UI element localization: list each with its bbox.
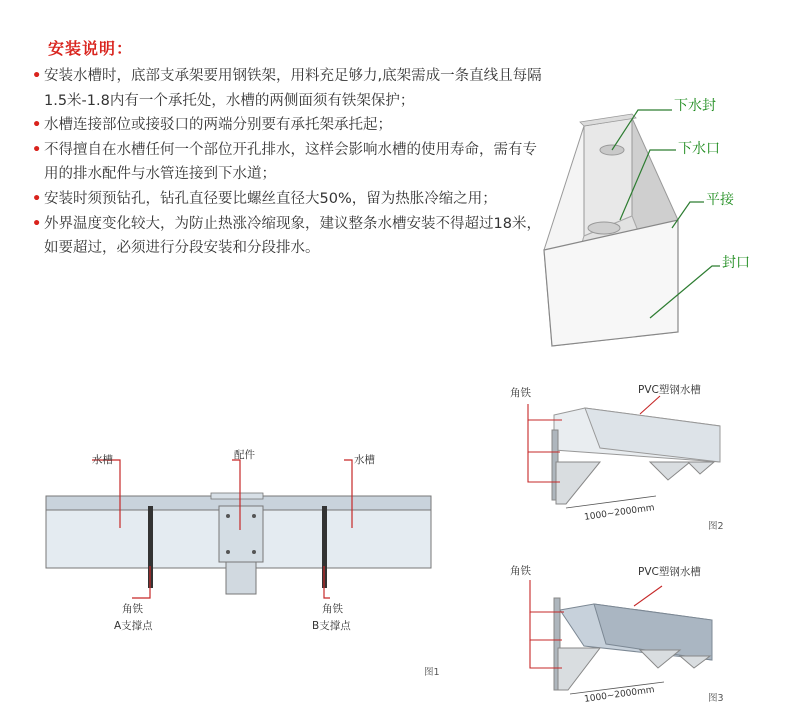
instruction-item: • 安装时须预钻孔，钻孔直径要比螺丝直径大50%，留为热胀冷缩之用； (30, 187, 550, 212)
fig1-label-trough-left: 水槽 (92, 454, 113, 466)
fig2-number: 图2 (708, 521, 724, 532)
fig3-number: 图3 (708, 693, 724, 704)
fig2-label-angle: 角铁 (510, 387, 531, 399)
fig2-dimension: 1000~2000mm (583, 503, 656, 523)
instruction-item: • 外界温度变化较大，为防止热涨冷缩现象，建议整条水槽安装不得超过18米，如要超过，必须进行分段安装和分段排水。 (30, 212, 550, 261)
instruction-item: • 不得擅自在水槽任何一个部位开孔排水，这样会影响水槽的使用寿命，需有专用的排水配件与水管连接到下水道； (30, 138, 550, 187)
fig1-label-angle-left: 角铁 (122, 603, 143, 615)
label-drain-seal: 下水封 (674, 98, 716, 114)
fig1-label-trough-right: 水槽 (354, 454, 375, 466)
instruction-item: • 水槽连接部位或接驳口的两端分别要有承托架承托起； (30, 113, 550, 138)
fig1-label-support-a: A支撑点 (114, 620, 153, 632)
fig3-label-angle: 角铁 (510, 565, 531, 577)
fig2-label-product: PVC塑钢水槽 (638, 384, 701, 396)
instructions-title: 安装说明： (48, 39, 134, 58)
fig1-number: 图1 (424, 667, 440, 678)
instruction-item: • 安装水槽时，底部支承架要用钢铁架，用料充足够力,底架需成一条直线且每隔1.5米-1.8内有一个承托处，水槽的两侧面须有铁架保护； (30, 64, 550, 113)
fig1-label-support-b: B支撑点 (312, 620, 351, 632)
label-flat-joint: 平接 (706, 192, 734, 208)
fig1-label-angle-right: 角铁 (322, 603, 343, 615)
fig3-dimension: 1000~2000mm (583, 685, 656, 705)
fig3-label-product: PVC塑钢水槽 (638, 566, 701, 578)
label-end-cap: 封口 (722, 255, 750, 271)
fig1-label-fitting: 配件 (234, 449, 255, 461)
label-drain-outlet: 下水口 (678, 141, 720, 157)
